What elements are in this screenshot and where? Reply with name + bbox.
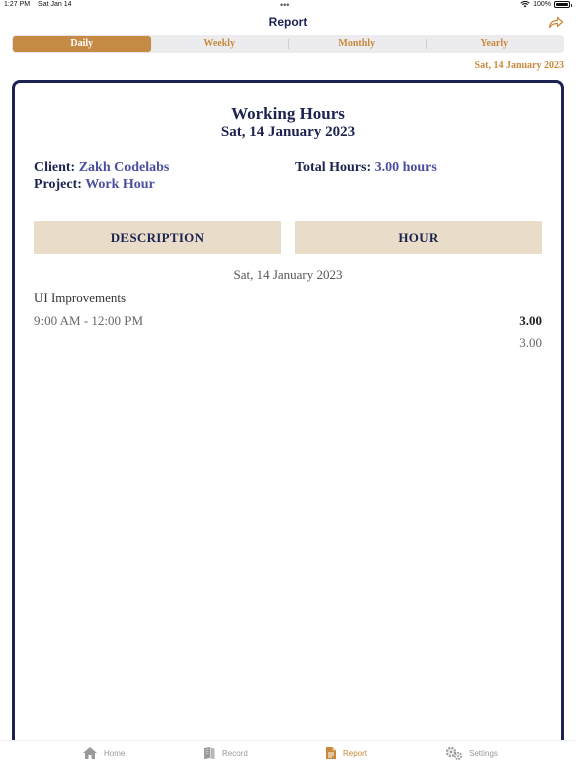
wifi-icon	[520, 1, 530, 8]
entry-title: UI Improvements	[34, 290, 127, 305]
client-label: Client:	[34, 160, 76, 175]
period-segmented-control	[12, 35, 564, 53]
share-icon[interactable]	[548, 15, 564, 29]
tab-settings[interactable]	[445, 746, 498, 760]
client-value: Zakh Codelabs	[78, 160, 170, 175]
description-column-header: DESCRIPTION	[34, 221, 281, 254]
tab-settings-label: Settings	[469, 748, 498, 758]
multitasking-dots[interactable]: •••	[280, 0, 290, 10]
tab-report-label: Report	[343, 748, 368, 758]
client-line	[34, 160, 169, 176]
tab-home-label: Home	[104, 748, 126, 758]
status-time: 1:27 PM	[4, 1, 31, 8]
house-icon	[82, 746, 98, 760]
total-hours-line	[295, 160, 437, 176]
status-bar	[0, 0, 576, 12]
tab-record-label: Record	[222, 748, 248, 758]
battery-percent: 100%	[533, 1, 551, 8]
book-icon	[202, 746, 216, 760]
project-value: Work Hour	[85, 177, 155, 192]
tab-home[interactable]	[82, 746, 125, 760]
group-date: Sat, 14 January 2023	[233, 267, 343, 282]
project-label: Project:	[34, 177, 82, 192]
tab-bar	[0, 740, 576, 768]
page-title: Report	[268, 15, 308, 29]
total-hours-value: 3.00 hours	[374, 160, 437, 175]
status-date: Sat Jan 14	[38, 1, 72, 8]
document-icon	[325, 746, 337, 760]
segment-weekly[interactable]: Weekly	[203, 38, 236, 49]
total-hours-label: Total Hours:	[295, 160, 372, 175]
segment-monthly[interactable]: Monthly	[288, 36, 426, 52]
segment-daily[interactable]: Daily	[13, 36, 151, 52]
tab-report[interactable]	[325, 746, 367, 760]
report-title: Working Hours	[231, 104, 345, 123]
status-right	[520, 1, 570, 8]
project-line	[34, 177, 155, 193]
battery-icon	[554, 1, 570, 8]
hour-column-header: HOUR	[295, 221, 542, 254]
entry-time: 9:00 AM - 12:00 PM	[34, 313, 144, 328]
gears-icon	[445, 746, 463, 760]
report-date: Sat, 14 January 2023	[220, 124, 356, 140]
status-left	[4, 1, 78, 8]
group-total-hours: 3.00	[519, 335, 542, 350]
selected-date-picker[interactable]: Sat, 14 January 2023	[474, 60, 564, 71]
tab-record[interactable]	[202, 746, 248, 760]
segment-yearly[interactable]: Yearly	[426, 36, 564, 52]
entry-hours: 3.00	[519, 313, 542, 328]
